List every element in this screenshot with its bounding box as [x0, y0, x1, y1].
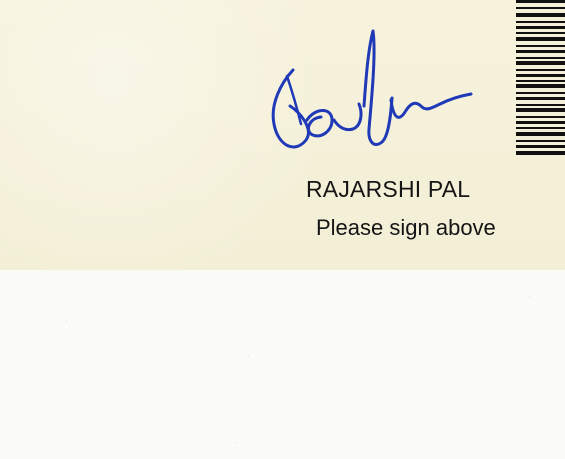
paper-speck: [248, 356, 249, 357]
paper-speck: [529, 296, 530, 297]
signature-instruction: Please sign above: [316, 215, 496, 240]
blank-paper-area: [0, 270, 565, 459]
barcode-icon: [516, 0, 565, 158]
paper-speck: [236, 442, 237, 443]
paper-speck: [66, 320, 67, 321]
signer-name: RAJARSHI PAL: [306, 176, 471, 202]
signature-icon: [262, 28, 476, 160]
